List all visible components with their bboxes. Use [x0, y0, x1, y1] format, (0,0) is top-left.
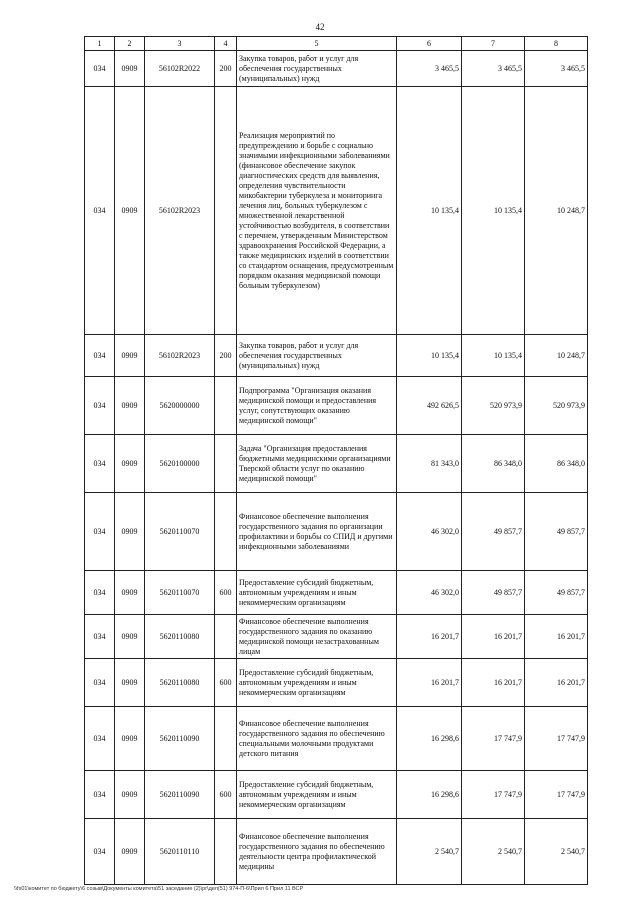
department-code-cell: 034: [85, 335, 115, 377]
amount-year2-cell: 49 857,7: [462, 571, 525, 615]
column-number-header: 3: [145, 37, 215, 51]
department-code-cell: 034: [85, 493, 115, 571]
column-number-header: 6: [397, 37, 462, 51]
target-article-cell: 5620110070: [145, 493, 215, 571]
amount-year3-cell: 17 747,9: [525, 707, 588, 771]
amount-year2-cell: 10 135,4: [462, 87, 525, 335]
expense-type-cell: [215, 707, 237, 771]
expense-type-cell: [215, 435, 237, 493]
section-code-cell: 0909: [115, 571, 145, 615]
expense-type-cell: 600: [215, 571, 237, 615]
section-code-cell: 0909: [115, 435, 145, 493]
item-name-cell: Подпрограмма "Организация оказания медицинской помощи и предоставления услуг, сопутствующих оказанию медицинской помощи": [237, 377, 397, 435]
department-code-cell: 034: [85, 615, 115, 659]
table-row: [85, 771, 588, 819]
amount-year3-cell: 49 857,7: [525, 571, 588, 615]
item-name-cell: Предоставление субсидий бюджетным, автономным учреждениям и иным некоммерческим организациям: [237, 659, 397, 707]
expense-type-cell: 600: [215, 659, 237, 707]
target-article-cell: 56102R2023: [145, 335, 215, 377]
table-row: [85, 707, 588, 771]
target-article-cell: 5620110080: [145, 615, 215, 659]
page-number: 42: [315, 22, 325, 32]
department-code-cell: 034: [85, 707, 115, 771]
amount-year3-cell: 16 201,7: [525, 615, 588, 659]
item-name-cell: Финансовое обеспечение выполнения государственного задания по оказанию медицинской помощи незастрахованным лицам: [237, 615, 397, 659]
table-row: [85, 659, 588, 707]
table-row: [85, 435, 588, 493]
amount-year1-cell: 16 201,7: [397, 615, 462, 659]
amount-year3-cell: 2 540,7: [525, 819, 588, 885]
section-code-cell: 0909: [115, 659, 145, 707]
table-row: [85, 493, 588, 571]
target-article-cell: 5620110090: [145, 771, 215, 819]
amount-year1-cell: 10 135,4: [397, 87, 462, 335]
section-code-cell: 0909: [115, 51, 145, 87]
amount-year1-cell: 10 135,4: [397, 335, 462, 377]
column-number-header: 2: [115, 37, 145, 51]
target-article-cell: 5620100000: [145, 435, 215, 493]
department-code-cell: 034: [85, 819, 115, 885]
amount-year1-cell: 16 201,7: [397, 659, 462, 707]
expense-type-cell: [215, 819, 237, 885]
amount-year2-cell: 3 465,5: [462, 51, 525, 87]
section-code-cell: 0909: [115, 493, 145, 571]
department-code-cell: 034: [85, 377, 115, 435]
amount-year1-cell: 46 302,0: [397, 571, 462, 615]
amount-year3-cell: 10 248,7: [525, 87, 588, 335]
expense-type-cell: 600: [215, 771, 237, 819]
item-name-cell: Реализация мероприятий по предупреждению и борьбе с социально значимыми инфекционными заболеваниями (финансовое обеспечение закупок диагностических средств для выявления, определения чувствительности микобактерии туберкулеза и мониторинга лечения лиц, больных туберкулезом с множественной лекарственной устойчивостью возбудителя, в соответствии с перечнем, утвержденным Министерством здравоохранения Российской Федерации, а также медицинских изделий в соответствии со стандартом оснащения, предусмотренным порядком оказания медицинской помощи больным туберкулезом): [237, 87, 397, 335]
section-code-cell: 0909: [115, 335, 145, 377]
item-name-cell: Финансовое обеспечение выполнения государственного задания по обеспечению деятельности центра профилактической медицины: [237, 819, 397, 885]
amount-year3-cell: 520 973,9: [525, 377, 588, 435]
amount-year2-cell: 17 747,9: [462, 707, 525, 771]
column-number-row: [85, 37, 588, 51]
target-article-cell: 5620110110: [145, 819, 215, 885]
column-number-header: 1: [85, 37, 115, 51]
table-row: [85, 51, 588, 87]
item-name-cell: Закупка товаров, работ и услуг для обеспечения государственных (муниципальных) нужд: [237, 51, 397, 87]
expense-type-cell: [215, 615, 237, 659]
section-code-cell: 0909: [115, 87, 145, 335]
amount-year2-cell: 17 747,9: [462, 771, 525, 819]
item-name-cell: Предоставление субсидий бюджетным, автономным учреждениям и иным некоммерческим организациям: [237, 571, 397, 615]
expense-type-cell: [215, 377, 237, 435]
amount-year2-cell: 2 540,7: [462, 819, 525, 885]
amount-year2-cell: 49 857,7: [462, 493, 525, 571]
item-name-cell: Задача "Организация предоставления бюджетными медицинскими организациями Тверской области услуг по оказанию медицинской помощи": [237, 435, 397, 493]
amount-year1-cell: 16 298,6: [397, 771, 462, 819]
column-number-header: 4: [215, 37, 237, 51]
amount-year2-cell: 520 973,9: [462, 377, 525, 435]
budget-table: [84, 36, 588, 885]
amount-year2-cell: 10 135,4: [462, 335, 525, 377]
amount-year3-cell: 10 248,7: [525, 335, 588, 377]
column-number-header: 7: [462, 37, 525, 51]
item-name-cell: Закупка товаров, работ и услуг для обеспечения государственных (муниципальных) нужд: [237, 335, 397, 377]
amount-year1-cell: 3 465,5: [397, 51, 462, 87]
section-code-cell: 0909: [115, 707, 145, 771]
expense-type-cell: [215, 87, 237, 335]
amount-year3-cell: 86 348,0: [525, 435, 588, 493]
department-code-cell: 034: [85, 87, 115, 335]
table-row: [85, 377, 588, 435]
department-code-cell: 034: [85, 771, 115, 819]
item-name-cell: Финансовое обеспечение выполнения государственного задания по обеспечению специальными молочными продуктами детского питания: [237, 707, 397, 771]
amount-year2-cell: 16 201,7: [462, 615, 525, 659]
table-row: [85, 819, 588, 885]
table-row: [85, 571, 588, 615]
amount-year3-cell: 49 857,7: [525, 493, 588, 571]
amount-year3-cell: 17 747,9: [525, 771, 588, 819]
file-path-footer: \\fs01\комитет по бюджету\6 созыв\Документы комитета\51 заседание (2)\pr\дел(51) 974-П-6\Прил 6 Прил 11 ВСР: [14, 886, 304, 892]
table-row: [85, 615, 588, 659]
department-code-cell: 034: [85, 659, 115, 707]
amount-year2-cell: 16 201,7: [462, 659, 525, 707]
department-code-cell: 034: [85, 435, 115, 493]
column-number-header: 8: [525, 37, 588, 51]
amount-year1-cell: 46 302,0: [397, 493, 462, 571]
department-code-cell: 034: [85, 571, 115, 615]
amount-year1-cell: 2 540,7: [397, 819, 462, 885]
table-row: [85, 87, 588, 335]
amount-year1-cell: 492 626,5: [397, 377, 462, 435]
target-article-cell: 5620110080: [145, 659, 215, 707]
expense-type-cell: 200: [215, 51, 237, 87]
target-article-cell: 56102R2023: [145, 87, 215, 335]
target-article-cell: 56102R2022: [145, 51, 215, 87]
section-code-cell: 0909: [115, 819, 145, 885]
amount-year1-cell: 81 343,0: [397, 435, 462, 493]
amount-year3-cell: 16 201,7: [525, 659, 588, 707]
column-number-header: 5: [237, 37, 397, 51]
target-article-cell: 5620000000: [145, 377, 215, 435]
table-body: [85, 51, 588, 885]
section-code-cell: 0909: [115, 771, 145, 819]
section-code-cell: 0909: [115, 615, 145, 659]
expense-type-cell: [215, 493, 237, 571]
target-article-cell: 5620110070: [145, 571, 215, 615]
amount-year1-cell: 16 298,6: [397, 707, 462, 771]
amount-year3-cell: 3 465,5: [525, 51, 588, 87]
item-name-cell: Предоставление субсидий бюджетным, автономным учреждениям и иным некоммерческим организациям: [237, 771, 397, 819]
amount-year2-cell: 86 348,0: [462, 435, 525, 493]
item-name-cell: Финансовое обеспечение выполнения государственного задания по организации профилактики и борьбы со СПИД и другими инфекционными заболеваниями: [237, 493, 397, 571]
section-code-cell: 0909: [115, 377, 145, 435]
target-article-cell: 5620110090: [145, 707, 215, 771]
department-code-cell: 034: [85, 51, 115, 87]
table-row: [85, 335, 588, 377]
expense-type-cell: 200: [215, 335, 237, 377]
